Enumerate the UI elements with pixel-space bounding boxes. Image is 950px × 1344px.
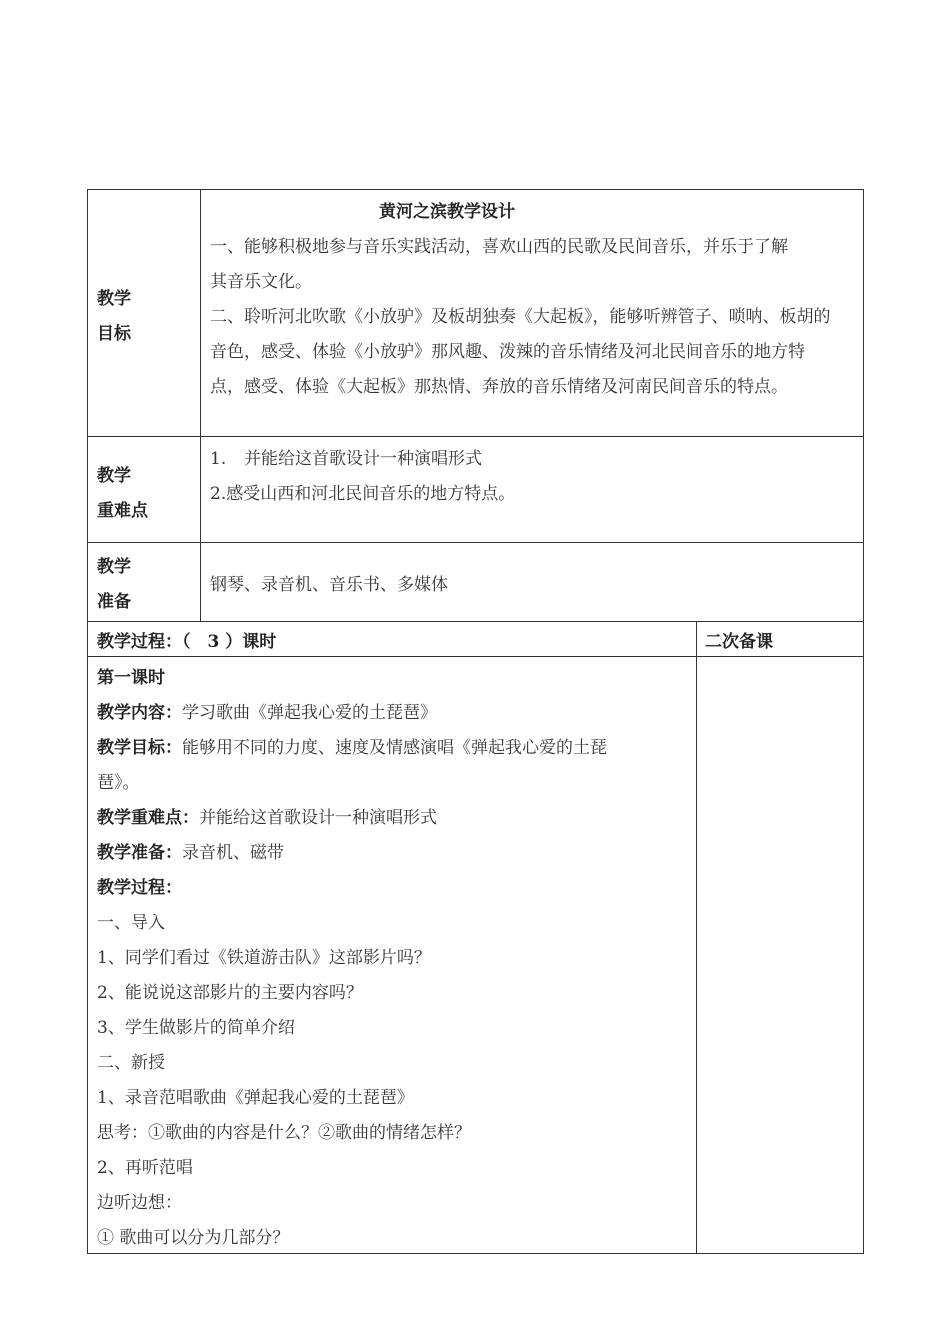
lesson-goal-text: 能够用不同的力度、速度及情感演唱《弹起我心爱的土琵: [182, 738, 607, 758]
difficulty-item-1-number: 1.: [210, 449, 227, 469]
lesson-key-text: 并能给这首歌设计一种演唱形式: [199, 808, 437, 828]
goals-line-3: 二、聆听河北吹歌《小放驴》及板胡独奏《大起板》，能够听辨管子、唢呐、板胡的: [210, 307, 831, 327]
process-header-label: 教学过程：（ 3 ）课时: [97, 632, 277, 652]
page-title: 黄河之滨教学设计: [379, 202, 515, 222]
goals-label-2: 目标: [97, 324, 131, 344]
lesson-key-label: 教学重难点：: [97, 808, 199, 828]
label-column-divider: [200, 189, 201, 622]
lesson-step: 1、录音范唱歌曲《弹起我心爱的土琵琶》: [97, 1088, 414, 1108]
prep-label-2: 准备: [97, 592, 131, 612]
lesson-step: 思考：①歌曲的内容是什么？②歌曲的情绪怎样？: [97, 1123, 471, 1143]
lesson-prep: [97, 836, 284, 871]
lesson-prep-label: 教学准备：: [97, 843, 182, 863]
prep-text: 钢琴、录音机、音乐书、多媒体: [210, 575, 448, 595]
second-prep-header: 二次备课: [705, 632, 773, 652]
difficulty-label-1: 教学: [97, 466, 131, 486]
lesson-content-label: 教学内容：: [97, 703, 182, 723]
lesson-step: ① 歌曲可以分为几部分？: [97, 1228, 290, 1248]
lesson-key: [97, 801, 437, 836]
difficulty-label-2: 重难点: [97, 501, 148, 521]
lesson-prep-text: 录音机、磁带: [182, 843, 284, 863]
difficulty-item-2: 2.感受山西和河北民间音乐的地方特点。: [210, 484, 516, 504]
lesson-goal: [97, 731, 607, 766]
difficulty-bottom-border: [87, 542, 864, 543]
goals-bottom-border: [87, 436, 864, 437]
difficulty-item-1: 并能给这首歌设计一种演唱形式: [244, 449, 482, 469]
table-left-border: [87, 189, 88, 1254]
lesson-step: 一、导入: [97, 913, 165, 933]
second-prep-column-divider: [696, 621, 697, 1254]
lesson-goal-label: 教学目标：: [97, 738, 182, 758]
goals-label-1: 教学: [97, 289, 131, 309]
lesson-goal-text-2: 琶》。: [97, 773, 140, 793]
prep-label-1: 教学: [97, 557, 131, 577]
lesson-title: 第一课时: [97, 668, 165, 688]
lesson-step: 2、再听范唱: [97, 1158, 193, 1178]
lesson-content: [97, 696, 437, 731]
lesson-content-text: 学习歌曲《弹起我心爱的土琵琶》: [182, 703, 437, 723]
table-top-border: [87, 189, 864, 190]
goals-line-1: 一、能够积极地参与音乐实践活动，喜欢山西的民歌及民间音乐，并乐于了解: [210, 237, 788, 257]
lesson-step: 1、同学们看过《铁道游击队》这部影片吗？: [97, 948, 431, 968]
lesson-process-label: 教学过程：: [97, 878, 182, 898]
table-right-border: [863, 189, 864, 1254]
lesson-step: 2、能说说这部影片的主要内容吗？: [97, 983, 363, 1003]
lesson-step: 3、学生做影片的简单介绍: [97, 1018, 295, 1038]
prep-bottom-border: [87, 621, 864, 622]
goals-line-2: 其音乐文化。: [210, 272, 312, 292]
goals-line-4: 音色，感受、体验《小放驴》那风趣、泼辣的音乐情绪及河北民间音乐的地方特: [210, 342, 805, 362]
goals-line-5: 点，感受、体验《大起板》那热情、奔放的音乐情绪及河南民间音乐的特点。: [210, 377, 788, 397]
lesson-step: 二、新授: [97, 1053, 165, 1073]
lesson-step: 边听边想：: [97, 1193, 182, 1213]
